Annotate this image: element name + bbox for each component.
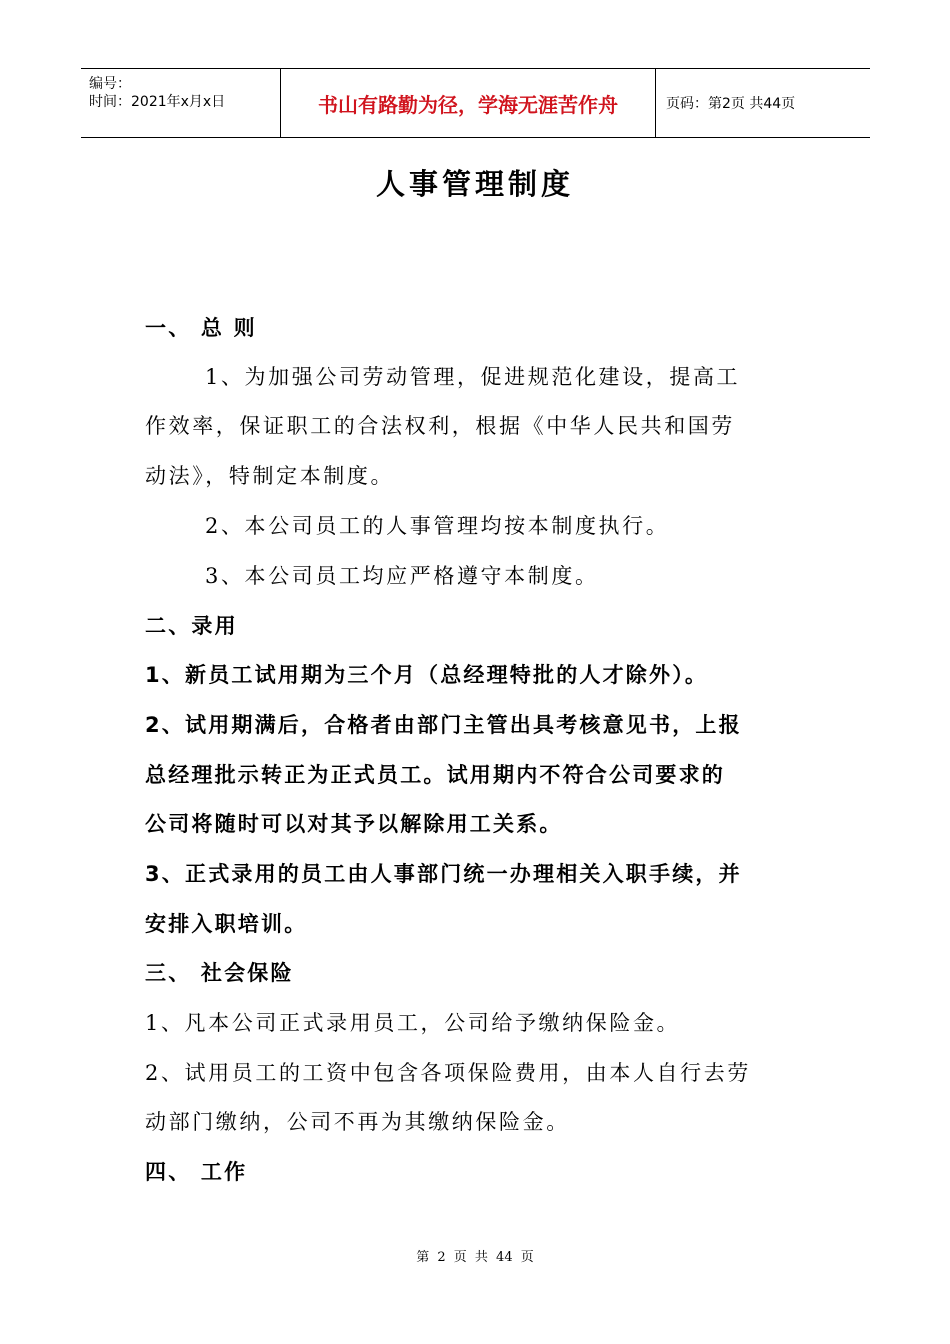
paragraph-line: 1、新员工试用期为三个月（总经理特批的人才除外）。 — [145, 663, 709, 687]
paragraph-line: 1、凡本公司正式录用员工，公司给予缴纳保险金。 — [145, 1011, 681, 1035]
paragraph-line: 2、本公司员工的人事管理均按本制度执行。 — [205, 514, 670, 538]
paragraph-line: 3、本公司员工均应严格遵守本制度。 — [205, 564, 599, 588]
section-heading: 二、录用 — [145, 614, 238, 638]
paragraph-line: 公司将随时可以对其予以解除用工关系。 — [145, 812, 563, 836]
paragraph-line: 安排入职培训。 — [145, 912, 308, 936]
header-meta-cell — [81, 69, 280, 137]
paragraph-line: 作效率，保证职工的合法权利，根据《中华人民共和国劳 — [145, 414, 735, 438]
header-motto: 书山有路勤为径，学海无涯苦作舟 — [280, 69, 656, 137]
section-heading: 三、 社会保险 — [145, 961, 294, 985]
paragraph-line: 1、为加强公司劳动管理，促进规范化建设，提高工 — [205, 365, 741, 389]
paragraph-line: 2、试用员工的工资中包含各项保险费用，由本人自行去劳 — [145, 1061, 751, 1085]
paragraph-line: 2、试用期满后，合格者由部门主管出具考核意见书，上报 — [145, 713, 742, 737]
page-footer: 第 2 页 共 44 页 — [416, 1250, 534, 1265]
header-page-label: 页码：第2页 共44页 — [666, 96, 796, 112]
paragraph-line: 3、正式录用的员工由人事部门统一办理相关入职手续，并 — [145, 862, 742, 886]
section-heading: 四、 工作 — [145, 1160, 248, 1184]
section-heading: 一、 总 则 — [145, 316, 257, 340]
number-label: 编号： — [89, 76, 131, 92]
paragraph-line: 动法》，特制定本制度。 — [145, 464, 395, 488]
header-table — [81, 68, 870, 138]
paragraph-line: 动部门缴纳，公司不再为其缴纳保险金。 — [145, 1110, 570, 1134]
date-label: 时间：2021年x月x日 — [89, 94, 226, 110]
paragraph-line: 总经理批示转正为正式员工。试用期内不符合公司要求的 — [145, 763, 725, 787]
document-title: 人事管理制度 — [375, 167, 574, 201]
